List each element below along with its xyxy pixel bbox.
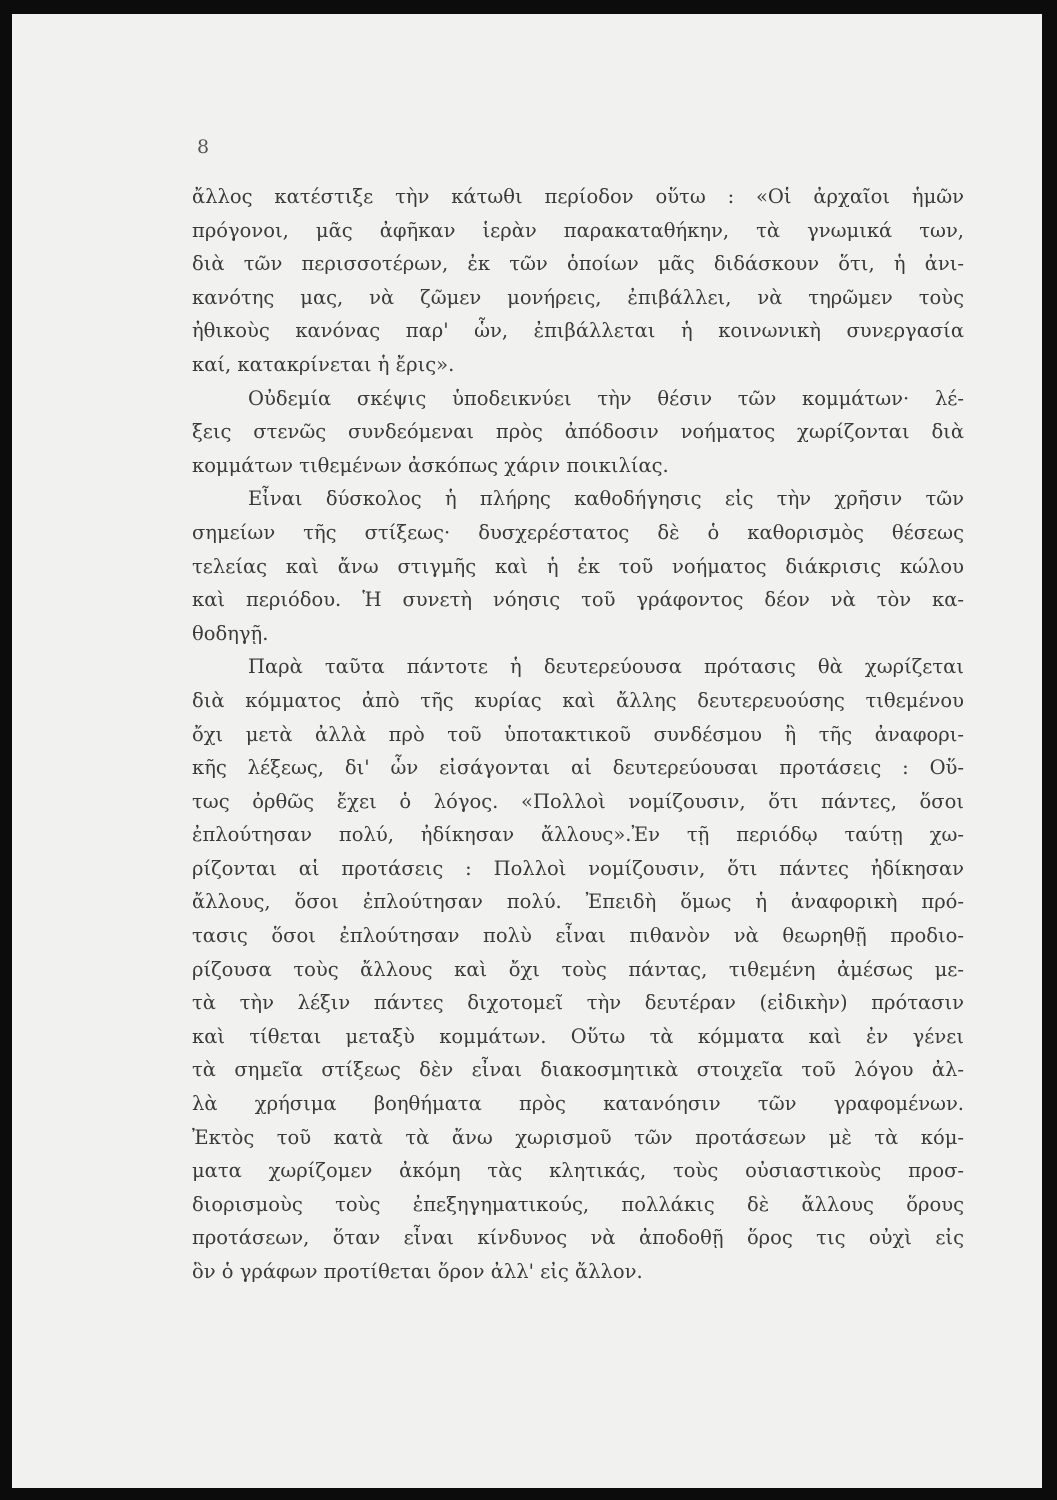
text-line: ὃν ὁ γράφων προτίθεται ὅρον ἀλλ' εἰς ἄλλον. (192, 1260, 643, 1283)
text-line: τὰ σημεῖα στίξεως δὲν εἶναι διακοσμητικὰ στοιχεῖα τοῦ λόγου ἀλ- (192, 1058, 964, 1082)
text-line: σημείων τῆς στίξεως· δυσχερέστατος δὲ ὁ καθορισμὸς θέσεως (192, 520, 964, 544)
text-line: τελείας καὶ ἄνω στιγμῆς καὶ ἡ ἐκ τοῦ νοήματος διάκρισις κώλου (192, 554, 964, 578)
body-text (192, 180, 964, 1289)
text-line: διορισμοὺς τοὺς ἐπεξηγηματικούς, πολλάκις δὲ ἄλλους ὅρους (192, 1192, 964, 1216)
text-line: καί, κατακρίνεται ἡ ἔρις». (192, 352, 455, 376)
text-line: Παρὰ ταῦτα πάντοτε ἡ δευτερεύουσα πρότασις θὰ χωρίζεται (248, 655, 964, 679)
document-page (12, 14, 1042, 1488)
text-line: τασις ὅσοι ἐπλούτησαν πολὺ εἶναι πιθανὸν νὰ θεωρηθῇ προδιο- (192, 924, 964, 948)
paragraph (192, 180, 964, 382)
paragraph (192, 382, 964, 483)
text-line: διὰ κόμματος ἀπὸ τῆς κυρίας καὶ ἄλλης δευτερευούσης τιθεμένου (192, 688, 964, 712)
text-line: προτάσεων, ὅταν εἶναι κίνδυνος νὰ ἀποδοθῇ ὅρος τις οὐχὶ εἰς (192, 1226, 964, 1250)
paragraph (192, 650, 964, 1288)
text-line: κῆς λέξεως, δι' ὧν εἰσάγονται αἱ δευτερεύουσαι προτάσεις : Οὕ- (192, 756, 964, 780)
text-line: ρίζονται αἱ προτάσεις : Πολλοὶ νομίζουσιν, ὅτι πάντες ἠδίκησαν (192, 856, 964, 880)
text-line: πρόγονοι, μᾶς ἀφῆκαν ἱερὰν παρακαταθήκην, τὰ γνωμικά των, (192, 218, 964, 242)
text-line: Εἶναι δύσκολος ἡ πλήρης καθοδήγησις εἰς τὴν χρῆσιν τῶν (248, 487, 964, 511)
text-line: καὶ τίθεται μεταξὺ κομμάτων. Οὕτω τὰ κόμματα καὶ ἐν γένει (192, 1024, 964, 1048)
page-number: 8 (197, 136, 210, 158)
text-line: ξεις στενῶς συνδεόμεναι πρὸς ἀπόδοσιν νοήματος χωρίζονται διὰ (192, 420, 964, 444)
text-line: κανότης μας, νὰ ζῶμεν μονήρεις, ἐπιβάλλει, νὰ τηρῶμεν τοὺς (192, 285, 964, 309)
text-line: ἄλλους, ὅσοι ἐπλούτησαν πολύ. Ἐπειδὴ ὅμως ἡ ἀναφορικὴ πρό- (192, 890, 964, 914)
text-line: τως ὀρθῶς ἔχει ὁ λόγος. «Πολλοὶ νομίζουσιν, ὅτι πάντες, ὅσοι (192, 789, 964, 813)
text-line: ρίζουσα τοὺς ἄλλους καὶ ὄχι τοὺς πάντας, τιθεμένη ἀμέσως με- (192, 957, 964, 981)
text-line: καὶ περιόδου. Ἡ συνετὴ νόησις τοῦ γράφοντος δέον νὰ τὸν κα- (192, 588, 964, 612)
text-line: ματα χωρίζομεν ἀκόμη τὰς κλητικάς, τοὺς οὐσιαστικοὺς προσ- (192, 1159, 964, 1183)
text-line: ἄλλος κατέστιξε τὴν κάτωθι περίοδον οὕτω : «Οἱ ἀρχαῖοι ἡμῶν (192, 185, 964, 208)
text-line: Ἐκτὸς τοῦ κατὰ τὰ ἄνω χωρισμοῦ τῶν προτάσεων μὲ τὰ κόμ- (192, 1125, 964, 1149)
text-line: θοδηγῇ. (192, 621, 269, 645)
text-line: διὰ τῶν περισσοτέρων, ἐκ τῶν ὁποίων μᾶς διδάσκουν ὅτι, ἡ ἀνι- (192, 252, 964, 276)
text-line: κομμάτων τιθεμένων ἀσκόπως χάριν ποικιλίας. (192, 453, 669, 477)
text-line: ὄχι μετὰ ἀλλὰ πρὸ τοῦ ὑποτακτικοῦ συνδέσμου ἢ τῆς ἀναφορι- (192, 722, 964, 746)
text-line: Οὐδεμία σκέψις ὑποδεικνύει τὴν θέσιν τῶν κομμάτων· λέ- (248, 386, 964, 410)
text-line: λὰ χρήσιμα βοηθήματα πρὸς κατανόησιν τῶν γραφομένων. (192, 1092, 964, 1116)
text-line: τὰ τὴν λέξιν πάντες διχοτομεῖ τὴν δευτέραν (εἰδικὴν) πρότασιν (192, 991, 964, 1015)
paragraph (192, 482, 964, 650)
text-line: ἠθικοὺς κανόνας παρ' ὧν, ἐπιβάλλεται ἡ κοινωνικὴ συνεργασία (192, 319, 964, 343)
text-line: ἐπλούτησαν πολύ, ἠδίκησαν ἄλλους».Ἐν τῇ περιόδῳ ταύτῃ χω- (192, 823, 964, 847)
